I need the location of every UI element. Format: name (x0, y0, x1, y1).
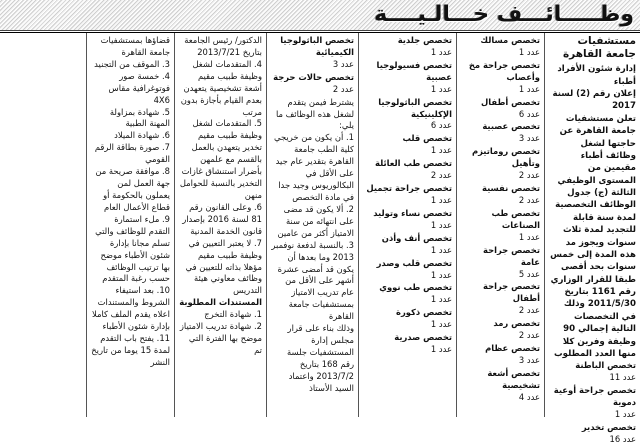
list-item (549, 422, 636, 446)
paragraph: الدكتور/ رئيس الجامعة بتاريخ 2013/7/21 (184, 35, 262, 57)
specialty: تخصص نساء وتوليد (373, 207, 452, 218)
list-item (549, 360, 636, 384)
column-4 (266, 33, 358, 417)
column-6 (86, 33, 174, 417)
list-item (363, 133, 452, 157)
list-item (461, 281, 540, 317)
specialty: تخصص قلب (402, 133, 452, 144)
count: عدد 1 (430, 194, 452, 205)
specialty: تخصص جراحة مخ وأعصاب (468, 59, 540, 82)
count: عدد 3 (518, 354, 540, 365)
specialty: تخصص جراحة تجميل (366, 183, 452, 194)
specialty: تخصص مسالك (480, 35, 540, 45)
count: عدد 3 (518, 133, 540, 144)
specialty: تخصص طب نووي (379, 282, 452, 293)
count: عدد 1 (430, 145, 452, 156)
section-heading: المستندات المطلوبة (179, 297, 262, 308)
count: عدد 2 (518, 170, 540, 181)
list-item (461, 318, 540, 342)
paragraph: 1. أن يكون من خريجي كلية الطب جامعة القاهرة بتقدير عام جيد على الأقل في البكالوريوس وجيد جدا في مادة التخصص (274, 132, 354, 202)
list-item (363, 183, 452, 207)
paragraph: 7. لا يعتبر التعيين في وظيفة طبيب مقيم مؤهلا بذاته للتعيين في وظائف معاوني هيئة التدريس (185, 237, 262, 296)
count: عدد 1 (430, 46, 452, 57)
count: عدد 2 (518, 194, 540, 205)
specialty: تخصص رمد (493, 318, 540, 329)
specialty: تخصص جراحة أوعية دموية (553, 385, 636, 408)
list-item (461, 343, 540, 367)
column-7 (0, 33, 86, 417)
list-item (271, 35, 354, 71)
count: عدد 5 (518, 268, 540, 279)
count: عدد 1 (430, 294, 452, 305)
paragraph: يشترط فيمن يتقدم لشغل هذه الوظائف ما يلي: (275, 96, 354, 131)
list-item (363, 158, 452, 182)
paragraph: 5. شهادة بمزاولة المهنة الطبية (109, 106, 170, 129)
paragraph: إدارة شئون الأفراد أطباء (557, 64, 636, 87)
count: عدد 6 (430, 120, 452, 131)
specialty: تخصص روماتيزم وتأهيل (471, 146, 540, 169)
list-item (363, 35, 452, 59)
specialty: تخصص طب العائلة (375, 158, 452, 169)
paragraph: 11. يفتح باب التقدم لمدة 15 يوما من تاريخ النشر (91, 333, 170, 367)
paragraph: 3. بالنسبة لدفعة نوفمبر 2013 وما بعدها أن يكون قد أمضى عشرة أشهر على الأقل من عام تدريب الامتياز بمستشفيات جامعة القاهرة (271, 239, 354, 322)
ad-heading: مستشفيات جامعة القاهرة (562, 35, 636, 61)
count: عدد 1 (518, 83, 540, 94)
specialty: تخصص فسيولوجيا عصبية (376, 59, 452, 82)
list-item (461, 368, 540, 404)
count: عدد 2 (430, 170, 452, 181)
list-item (461, 183, 540, 207)
list-item (461, 97, 540, 121)
count: عدد 2 (518, 305, 540, 316)
count: عدد 1 (614, 408, 636, 419)
count: عدد 4 (518, 391, 540, 402)
list-item (363, 307, 452, 331)
specialty: تخصص طب الصناعات (491, 207, 540, 230)
count: عدد 1 (430, 344, 452, 355)
count: عدد 6 (518, 108, 540, 119)
specialty: تخصص أطفال (481, 96, 540, 107)
specialty: تخصص أنف وأذن (381, 232, 452, 243)
banner-title: وظـــــائـــف خـــالـيــــة (374, 2, 634, 27)
specialty: تخصص جراحة أطفال (482, 281, 540, 304)
specialty: تخصص الباطنة (575, 360, 636, 371)
count: عدد 1 (430, 83, 452, 94)
count: عدد 1 (518, 46, 540, 57)
specialty: تخصص جلدية (397, 35, 452, 45)
count: عدد 1 (518, 231, 540, 242)
specialty: تخصص قلب وصدر (376, 257, 452, 268)
paragraph: 9. ملء استمارة التقدم للوظائف والتي تسلم مجانا بإدارة شئون الأطباء موضح بها ترتيب الوظائف حسب رغبة المتقدم (95, 213, 170, 284)
list-item (461, 60, 540, 96)
paragraph: 7. صورة بطاقة الرقم القومي (94, 142, 170, 165)
list-item (363, 60, 452, 96)
count: عدد 16 (609, 433, 636, 444)
list-item (461, 208, 540, 244)
column-2 (456, 33, 544, 417)
specialty: تخصص ذكورة (396, 307, 452, 318)
paragraph: قضاؤها بمستشفيات جامعة القاهرة (100, 35, 170, 57)
paragraph: 6. شهادة الميلاد (114, 130, 170, 141)
count: عدد 1 (430, 269, 452, 280)
list-item (461, 35, 540, 59)
list-item (363, 282, 452, 306)
list-item (363, 208, 452, 232)
list-item (363, 258, 452, 282)
list-item (549, 385, 636, 421)
paragraph: 1. شهادة التخرج (204, 309, 262, 320)
specialty: تخصص تخدير (581, 421, 636, 432)
paragraph: 4. المتقدمات لشغل وظيفة طبيب مقيم أشعة تشخيصية يتعهدن بعدم القيام بأجازة بدون مرتب (180, 58, 262, 117)
list-item (461, 146, 540, 182)
paragraph: وذلك بناء على قرار مجلس إدارة المستشفيات جلسة رقم 168 بتاريخ 2013/7/2 واعتماد السيد الأستاذ (287, 323, 354, 393)
count: عدد 3 (332, 58, 354, 69)
list-item (461, 245, 540, 281)
specialty: تخصص أشعة تشخيصية (487, 367, 540, 390)
column-5 (174, 33, 266, 417)
paragraph: 8. موافقة صريحة من جهة العمل لمن يعملون بالحكومة أو قطاع الأعمال العام (95, 166, 170, 212)
list-item (363, 97, 452, 133)
paragraph: 2. شهادة تدريب الامتياز موضح بها الفترة التي تم (179, 321, 262, 355)
list-item (461, 121, 540, 145)
specialty: تخصص الباثولوجيا الإكلينيكية (378, 96, 452, 119)
specialty: تخصص حالات حرجة (273, 71, 354, 82)
count: عدد 1 (430, 244, 452, 255)
paragraph: 2. ألا يكون قد مضى على انتهائه من سنة الامتياز أكثر من عامين (277, 203, 354, 238)
count: عدد 2 (332, 83, 354, 94)
paragraph: 5. المتقدمات لشغل وظيفة طبيب مقيم تخدير يتعهدن بالعمل بالقسم مع علمهن بأضرار استنشاق غازات التخدير بالنسبة للحوامل منهن (179, 118, 262, 200)
paragraph: إعلان رقم (2) لسنة 2017 (552, 89, 636, 112)
paragraph: تعلن مستشفيات جامعة القاهرة عن حاجتها لشغل وظائف أطباء مقيمين من المستوى الوظيفي الثالثة (ج) جدول الوظائف التخصصية لمدة سنة قابلة للتجديد لمدة ثلاث سنوات ويجوز مد هذه المدة إلى خمس سنوات بحد أقصى طبقا للقرار الوزاري رقم 1161 بتاريخ 2011/5/30 وذلك في التخصصات التالية إجمالي 90 وظيفة وفرين كلا منها العدد المطلوب (550, 113, 636, 359)
specialty: تخصص نفسية (482, 183, 540, 194)
paragraph: 3. الموقف من التجنيد (94, 58, 170, 69)
specialty: تخصص عظام (485, 343, 540, 354)
specialty: تخصص عصبية (482, 121, 540, 132)
paragraph: 4. خمسة صور فوتوغرافية مقاس 4X6 (108, 70, 170, 105)
list-item (363, 332, 452, 356)
list-item (271, 72, 354, 96)
count: عدد 2 (518, 330, 540, 341)
paragraph: 10. بعد استيفاء الشروط والمستندات اعلاه يقدم الملف كاملا بإدارة شئون الأطباء (91, 285, 170, 332)
specialty: تخصص الباثولوجيا الكيميائية (280, 35, 354, 57)
count: عدد 1 (430, 319, 452, 330)
specialty: تخصص صدرية (394, 332, 452, 343)
column-1 (544, 33, 640, 444)
list-item (363, 233, 452, 257)
paragraph: 6. وعلى القانون رقم 81 لسنة 2016 بإصدار قانون الخدمة المدنية (182, 201, 262, 236)
column-3 (358, 33, 456, 417)
banner (0, 0, 640, 31)
count: عدد 11 (609, 372, 636, 383)
specialty: تخصص جراحة عامة (482, 244, 540, 267)
columns (0, 32, 640, 444)
count: عدد 1 (430, 219, 452, 230)
